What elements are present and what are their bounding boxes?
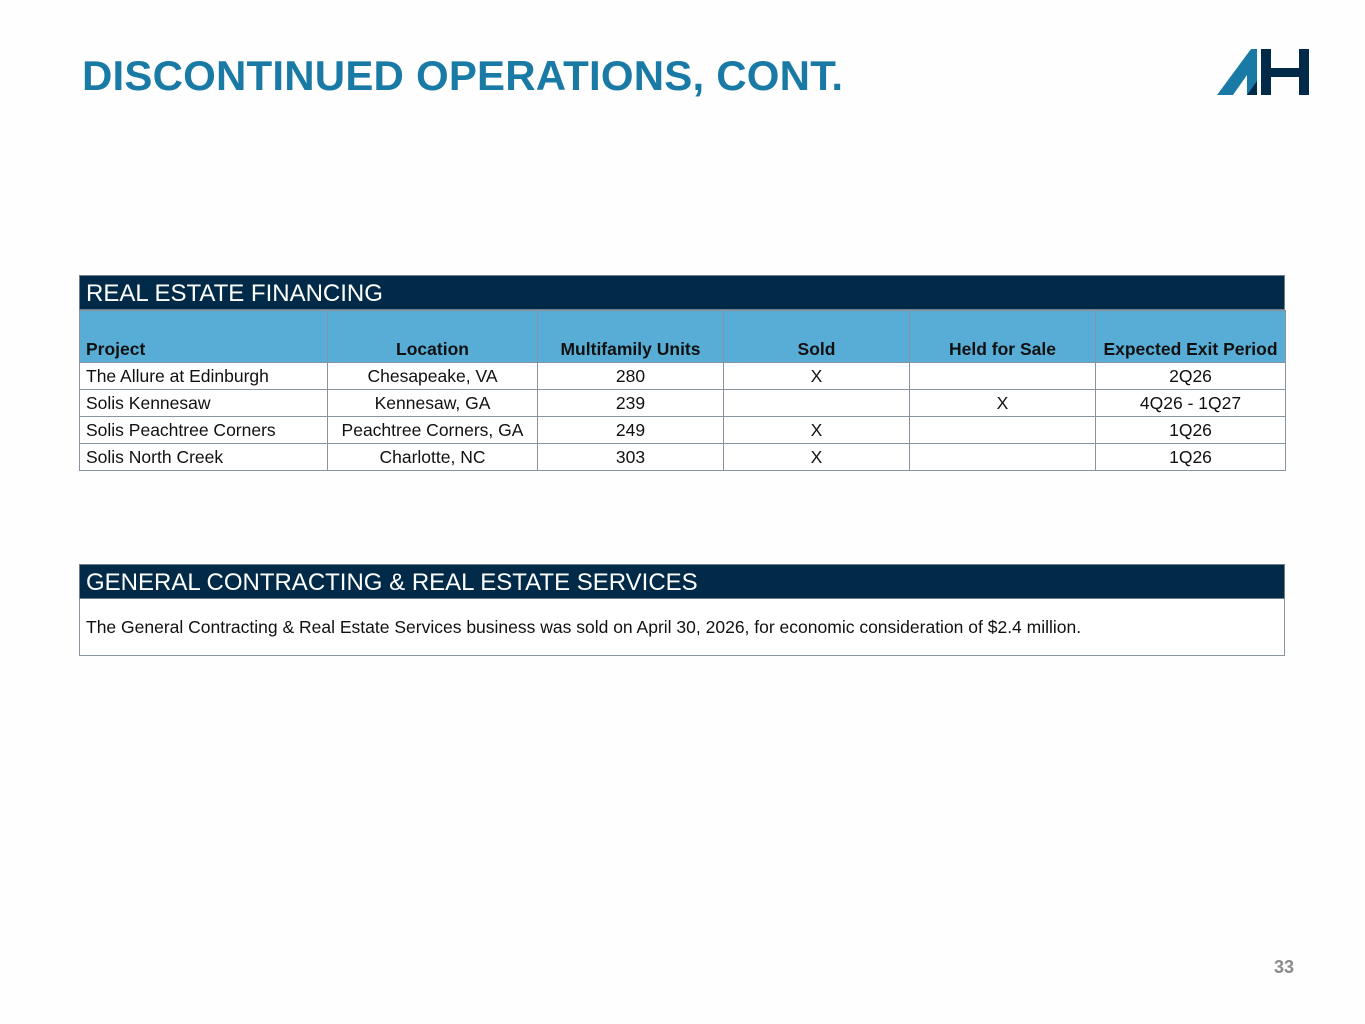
cell-location: Kennesaw, GA	[328, 390, 538, 417]
page-title: DISCONTINUED OPERATIONS, CONT.	[82, 52, 844, 99]
page-number: 33	[1274, 957, 1295, 977]
column-header-units: Multifamily Units	[538, 311, 724, 363]
cell-exit-period: 1Q26	[1096, 444, 1286, 471]
cell-project: Solis Kennesaw	[80, 390, 328, 417]
cell-units: 249	[538, 417, 724, 444]
cell-held-for-sale: X	[910, 390, 1096, 417]
cell-project: The Allure at Edinburgh	[80, 363, 328, 390]
cell-location: Charlotte, NC	[328, 444, 538, 471]
column-header-held-for-sale: Held for Sale	[910, 311, 1096, 363]
cell-location: Chesapeake, VA	[328, 363, 538, 390]
cell-units: 239	[538, 390, 724, 417]
cell-project: Solis Peachtree Corners	[80, 417, 328, 444]
general-contracting-section	[79, 564, 1285, 656]
cell-units: 280	[538, 363, 724, 390]
section-header-services: GENERAL CONTRACTING & REAL ESTATE SERVICES	[79, 564, 1285, 599]
cell-sold: X	[724, 444, 910, 471]
financing-table	[79, 310, 1286, 471]
services-description: The General Contracting & Real Estate Services business was sold on April 30, 2026, for economic consideration of $2.4 million.	[79, 599, 1285, 656]
column-header-location: Location	[328, 311, 538, 363]
table-row	[80, 417, 1286, 444]
column-header-sold: Sold	[724, 311, 910, 363]
table-row	[80, 390, 1286, 417]
table-row	[80, 444, 1286, 471]
cell-project: Solis North Creek	[80, 444, 328, 471]
real-estate-financing-section	[79, 275, 1285, 471]
column-header-exit-period: Expected Exit Period	[1096, 311, 1286, 363]
company-logo	[1217, 47, 1311, 97]
table-header-row	[80, 311, 1286, 363]
cell-units: 303	[538, 444, 724, 471]
cell-held-for-sale	[910, 363, 1096, 390]
column-header-project: Project	[80, 311, 328, 363]
cell-held-for-sale	[910, 444, 1096, 471]
cell-exit-period: 4Q26 - 1Q27	[1096, 390, 1286, 417]
section-header-financing: REAL ESTATE FINANCING	[79, 275, 1285, 310]
cell-held-for-sale	[910, 417, 1096, 444]
cell-exit-period: 1Q26	[1096, 417, 1286, 444]
cell-sold: X	[724, 363, 910, 390]
cell-exit-period: 2Q26	[1096, 363, 1286, 390]
cell-sold: X	[724, 417, 910, 444]
cell-sold	[724, 390, 910, 417]
table-row	[80, 363, 1286, 390]
cell-location: Peachtree Corners, GA	[328, 417, 538, 444]
